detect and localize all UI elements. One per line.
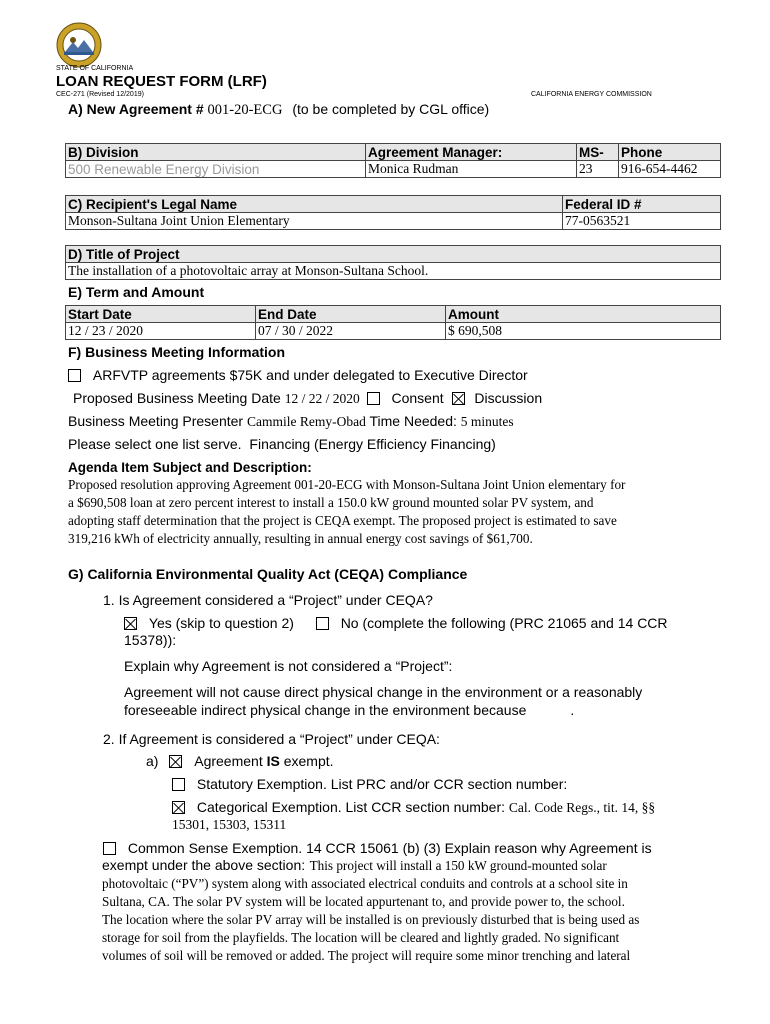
agenda-line: adopting staff determination that the project is CEQA exempt. The proposed project is estimated to save [68,513,617,528]
exempt-post: exempt. [279,753,334,769]
presenter-row [68,413,514,430]
meeting-date-value[interactable]: 12 / 22 / 2020 [284,391,360,406]
end-date-value[interactable]: 07 / 30 / 2022 [256,323,446,340]
discussion-label: Discussion [474,390,543,406]
consent-label: Consent [391,390,444,406]
explain-line-1: Agreement will not cause direct physical change in the environment or a reasonably [124,684,643,700]
manager-header: Agreement Manager: [366,144,577,161]
federal-id-header: Federal ID # [563,196,721,213]
recipient-header: C) Recipient's Legal Name [66,196,563,213]
section-a-label: A) New Agreement # [68,101,204,117]
common-sense-line: volumes of soil will be removed or added. The project will require some minor trenching and lateral [102,948,631,963]
division-header: B) Division [66,144,366,161]
agenda-description[interactable] [68,476,625,548]
exempt-row [146,753,334,769]
state-label: STATE OF CALIFORNIA [56,65,134,72]
q1-options-row [124,615,668,631]
agenda-title: Agenda Item Subject and Description: [68,460,312,475]
phone-header: Phone [619,144,721,161]
q2a-label: a) [146,753,159,769]
exempt-checkbox[interactable] [169,755,182,768]
manager-value[interactable]: Monica Rudman [366,161,577,178]
presenter-label: Business Meeting Presenter [68,413,244,429]
start-date-value[interactable]: 12 / 23 / 2020 [66,323,256,340]
section-f-title: F) Business Meeting Information [68,344,286,360]
list-serve-label: Please select one list serve. [68,436,242,452]
phone-value[interactable]: 916-654-4462 [619,161,721,178]
ms-value[interactable]: 23 [577,161,619,178]
list-serve-select[interactable]: Financing (Energy Efficiency Financing) [249,436,496,452]
ceqa-question-2: 2. If Agreement is considered a “Project” under CEQA: [103,731,440,747]
arfvtp-label: ARFVTP agreements $75K and under delegated to Executive Director [92,367,528,383]
statutory-label: Statutory Exemption. List PRC and/or CCR section number: [196,776,568,792]
common-sense-line: Sultana, CA. The solar PV system will be located appurtenant to, and provide power to, the school. [102,894,625,909]
amount-value[interactable]: $ 690,508 [446,323,721,340]
meeting-date-row [73,390,542,407]
arfvtp-row [68,367,528,383]
agenda-line: a $690,508 loan at zero percent interest to install a 150.0 kW ground mounted solar PV system, and [68,495,594,510]
section-a-note: (to be completed by CGL office) [292,101,490,117]
start-date-header: Start Date [66,306,256,323]
meeting-date-label: Proposed Business Meeting Date [73,390,281,406]
agency-name: CALIFORNIA ENERGY COMMISSION [531,91,652,98]
time-needed-label: Time Needed: [369,413,457,429]
statutory-row [172,776,567,792]
arfvtp-checkbox[interactable] [68,369,81,382]
section-a [68,101,489,119]
exempt-is: IS [266,753,280,769]
categorical-checkbox[interactable] [172,801,185,814]
common-sense-label-cont: exempt under the above section: [102,857,306,873]
recipient-value[interactable]: Monson-Sultana Joint Union Elementary [66,213,563,230]
explain-line-2 [124,702,574,718]
federal-id-value[interactable]: 77-0563521 [563,213,721,230]
project-title-header: D) Title of Project [66,246,721,263]
categorical-value-cont[interactable]: 15301, 15303, 15311 [172,817,287,832]
form-title: LOAN REQUEST FORM (LRF) [56,73,267,90]
common-sense-text: This project will install a 150 kW ground-mounted solar [309,858,607,873]
term-table [65,305,721,340]
consent-checkbox[interactable] [367,392,380,405]
common-sense-line: The location where the solar PV array will be installed is on previously disturbed that is being used as [102,912,640,927]
explain-label: Explain why Agreement is not considered a “Project”: [124,658,453,674]
common-sense-row [103,840,652,856]
section-g-title: G) California Environmental Quality Act (CEQA) Compliance [68,566,468,582]
explain-text: foreseeable indirect physical change in the environment because [124,702,527,718]
presenter-value[interactable]: Cammile Remy-Obad [246,414,366,429]
form-number: CEC-271 (Revised 12/2019) [56,91,144,98]
q1-no-label: No (complete the following (PRC 21065 and 14 CCR [340,615,668,631]
q1-yes-label: Yes (skip to question 2) [148,615,294,631]
discussion-checkbox[interactable] [452,392,465,405]
end-date-header: End Date [256,306,446,323]
categorical-label: Categorical Exemption. List CCR section number: [196,799,506,815]
q1-yes-checkbox[interactable] [124,617,137,630]
project-title-table [65,245,721,280]
time-needed-value[interactable]: 5 minutes [460,414,514,429]
common-sense-line: storage for soil from the playfields. The location will be cleared and lightly graded. No significant [102,930,620,945]
project-title-value[interactable]: The installation of a photovoltaic array at Monson-Sultana School. [66,263,721,280]
state-seal-icon [56,22,102,68]
division-value[interactable]: 500 Renewable Energy Division [66,161,366,178]
ceqa-question-1: 1. Is Agreement considered a “Project” under CEQA? [103,592,433,608]
agreement-number[interactable]: 001-20-ECG [207,102,283,118]
categorical-row [172,799,655,816]
common-sense-reason[interactable] [102,857,639,965]
agenda-line: 319,216 kWh of electricity annually, resulting in annual energy cost savings of $61,700. [68,531,533,546]
division-table [65,143,721,178]
common-sense-checkbox[interactable] [103,842,116,855]
recipient-table [65,195,721,230]
agenda-line: Proposed resolution approving Agreement 001-20-ECG with Monson-Sultana Joint Union elementary for [68,477,626,492]
categorical-value[interactable]: Cal. Code Regs., tit. 14, §§ [508,800,656,815]
q1-no-label-cont: 15378)): [124,632,177,648]
q1-no-checkbox[interactable] [316,617,329,630]
statutory-checkbox[interactable] [172,778,185,791]
common-sense-label: Common Sense Exemption. 14 CCR 15061 (b) (3) Explain reason why Agreement is [127,840,652,856]
ms-header: MS- [577,144,619,161]
section-e-title: E) Term and Amount [68,284,205,300]
common-sense-line: photovoltaic (“PV”) system along with associated electrical conduits and controls at a school site in [102,876,628,891]
explain-end: . [570,702,575,718]
amount-header: Amount [446,306,721,323]
exempt-pre: Agreement [194,753,267,769]
list-serve-row [68,436,496,452]
